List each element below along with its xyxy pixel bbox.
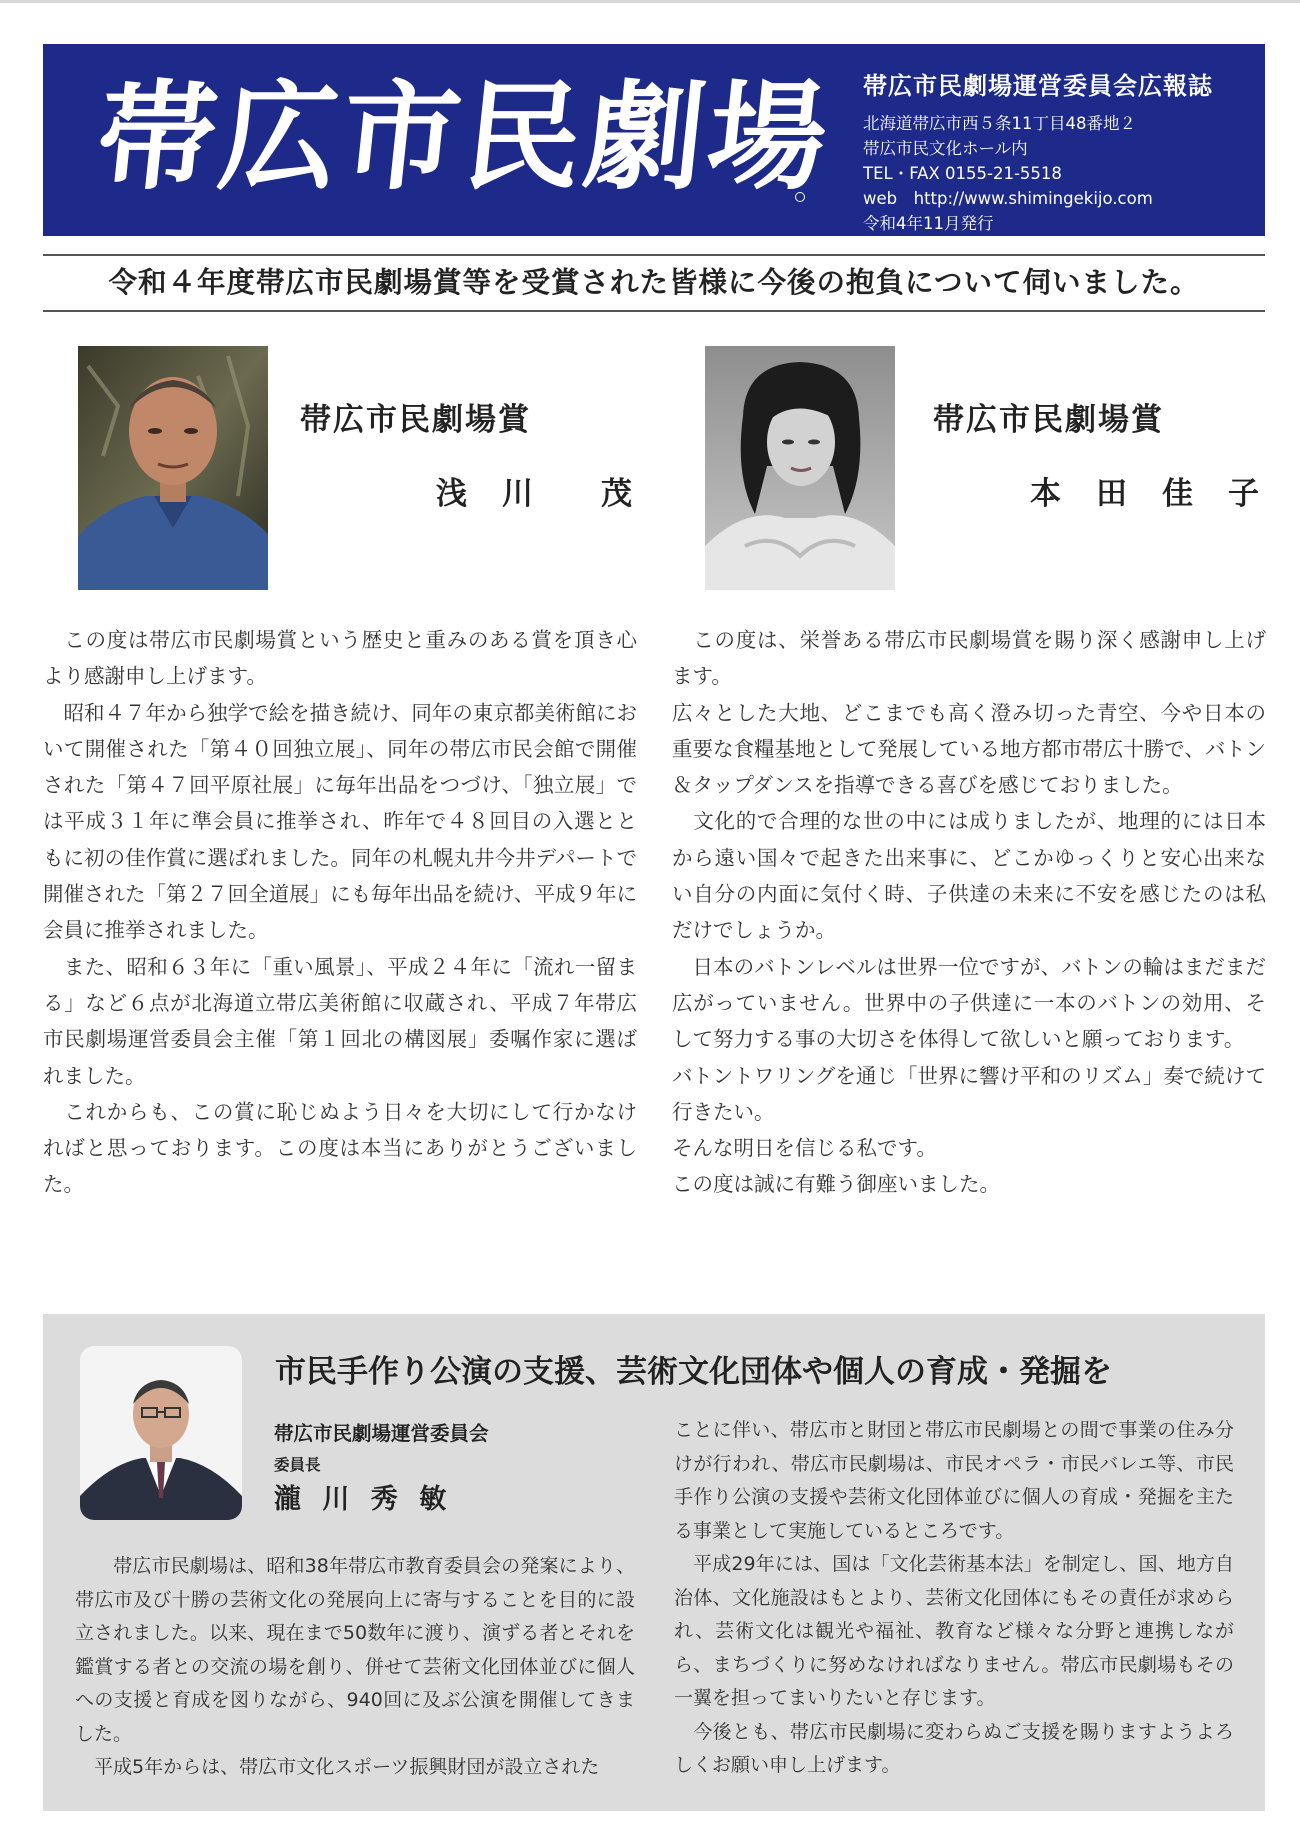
publisher-info — [863, 66, 1213, 236]
committee-role: 委員長 — [274, 1456, 321, 1474]
top-border — [0, 0, 1300, 3]
paragraph: 広々とした大地、どこまでも高く澄み切った青空、今や日本の重要な食糧基地として発展している地方都市帯広十勝で、バトン＆タップダンスを指導できる喜びを感じておりました。 — [672, 700, 1266, 798]
paragraph: また、昭和６３年に「重い風景」、平成２４年に「流れ一留まる」など６点が北海道立帯広美術館に収蔵され、平成７年帯広市民劇場運営委員会主催「第１回北の構図展」委嘱作家に選ばれました。 — [43, 954, 637, 1088]
paragraph: 今後とも、帯広市民劇場に変わらぬご支援を賜りますようよろしくお願い申し上げます。 — [674, 1720, 1234, 1776]
paragraph: この度は誠に有難う御座いました。 — [672, 1172, 1000, 1197]
publication-title: 帯広市民劇場運営委員会広報誌 — [863, 72, 1213, 100]
tel-fax: TEL・FAX 0155-21-5518 — [863, 164, 1062, 183]
address-line-2: 帯広市民文化ホール内 — [863, 139, 1028, 158]
committee-organization: 帯広市民劇場運営委員会 — [274, 1422, 489, 1445]
website[interactable]: web http://www.shimingekijo.com — [863, 189, 1153, 208]
page-headline: 令和４年度帯広市民劇場賞等を受賞された皆様に今後の抱負について伺いました。 — [108, 265, 1200, 299]
headline-rule-bottom — [43, 310, 1265, 312]
registered-mark-icon — [795, 192, 805, 202]
award-title-honda: 帯広市民劇場賞 — [933, 402, 1164, 438]
issue-date: 令和4年11月発行 — [863, 214, 994, 233]
awardee-name-honda: 本 田 佳 子 — [1030, 476, 1261, 512]
paragraph: 帯広市民劇場は、昭和38年帯広市教育委員会の発案により、帯広市及び十勝の芸術文化の発展向上に寄与することを目的に設立されました。以来、現在まで50数年に渡り、演ずる者とそれを鑑賞する者との交流の場を創り、併せて芸術文化団体並びに個人への支援と育成を図りながら、940回に及ぶ公演を開催してきました。 — [75, 1555, 635, 1745]
paragraph: そんな明日を信じる私です。 — [672, 1136, 937, 1161]
paragraph: これからも、この賞に恥じぬよう日々を大切にして行かなければと思っております。この度は本当にありがとうございました。 — [43, 1099, 637, 1197]
paragraph: バトントワリングを通じ「世界に響け平和のリズム」奏で続けて行きたい。 — [672, 1063, 1266, 1124]
awardee-name-asakawa: 浅 川 茂 — [436, 476, 634, 512]
paragraph: 平成29年には、国は「文化芸術基本法」を制定し、国、地方自治体、文化施設はもとより、芸術文化団体にもその責任が求められ、芸術文化は観光や福祉、教育など様々な分野と連携しながら、まちづくりに努めなければなりません。帯広市民劇場もその一翼を担ってまいりたいと存じます。 — [674, 1553, 1234, 1709]
masthead-banner — [43, 44, 1265, 236]
paragraph: 昭和４７年から独学で絵を描き続け、同年の東京都美術館において開催された「第４０回独立展」、同年の帯広市民会館で開催された「第４７回平原社展」に毎年出品をつづけ、「独立展」では平成３１年に準会員に推挙され、昨年で４８回目の入選とともに初の佳作賞に選ばれました。同年の札幌丸井今井デパートで開催された「第２７回全道展」にも毎年出品を続け、平成９年に会員に推挙されました。 — [43, 700, 637, 943]
honda-statement — [672, 622, 1266, 1203]
committee-title: 市民手作り公演の支援、芸術文化団体や個人の育成・発掘を — [275, 1354, 1112, 1390]
committee-text-right — [674, 1414, 1234, 1783]
asakawa-photo — [78, 346, 268, 590]
masthead-logo: 帯広市民劇場 — [90, 67, 838, 206]
takikawa-photo — [80, 1346, 242, 1520]
asakawa-statement — [43, 622, 637, 1203]
paragraph: 平成5年からは、帯広市文化スポーツ振興財団が設立された — [75, 1756, 600, 1778]
paragraph: ことに伴い、帯広市と財団と帯広市民劇場との間で事業の住み分けが行われ、帯広市民劇場は、市民オペラ・市民バレエ等、市民手作り公演の支援や芸術文化団体並びに個人の育成・発掘を主たる事業として実施しているところです。 — [674, 1419, 1234, 1542]
address-line-1: 北海道帯広市西５条11丁目48番地２ — [863, 114, 1136, 133]
paragraph: 文化的で合理的な世の中には成りましたが、地理的には日本から遠い国々で起きた出来事に、どこかゆっくりと安心出来ない自分の内面に気付く時、子供達の未来に不安を感じたのは私だけでしょうか。 — [672, 809, 1266, 943]
paragraph: 日本のバトンレベルは世界一位ですが、バトンの輪はまだまだ広がっていません。世界中の子供達に一本のバトンの効用、そして努力する事の大切さを体得して欲しいと願っております。 — [672, 954, 1266, 1052]
headline-rule-top — [43, 254, 1265, 256]
award-title-asakawa: 帯広市民劇場賞 — [300, 402, 531, 438]
paragraph: この度は帯広市民劇場賞という歴史と重みのある賞を頂き心より感謝申し上げます。 — [43, 628, 637, 689]
honda-photo — [705, 346, 895, 590]
paragraph: この度は、栄誉ある帯広市民劇場賞を賜り深く感謝申し上げます。 — [672, 628, 1266, 689]
committee-text-left — [75, 1550, 635, 1785]
committee-chair-name: 瀧 川 秀 敏 — [274, 1484, 453, 1515]
